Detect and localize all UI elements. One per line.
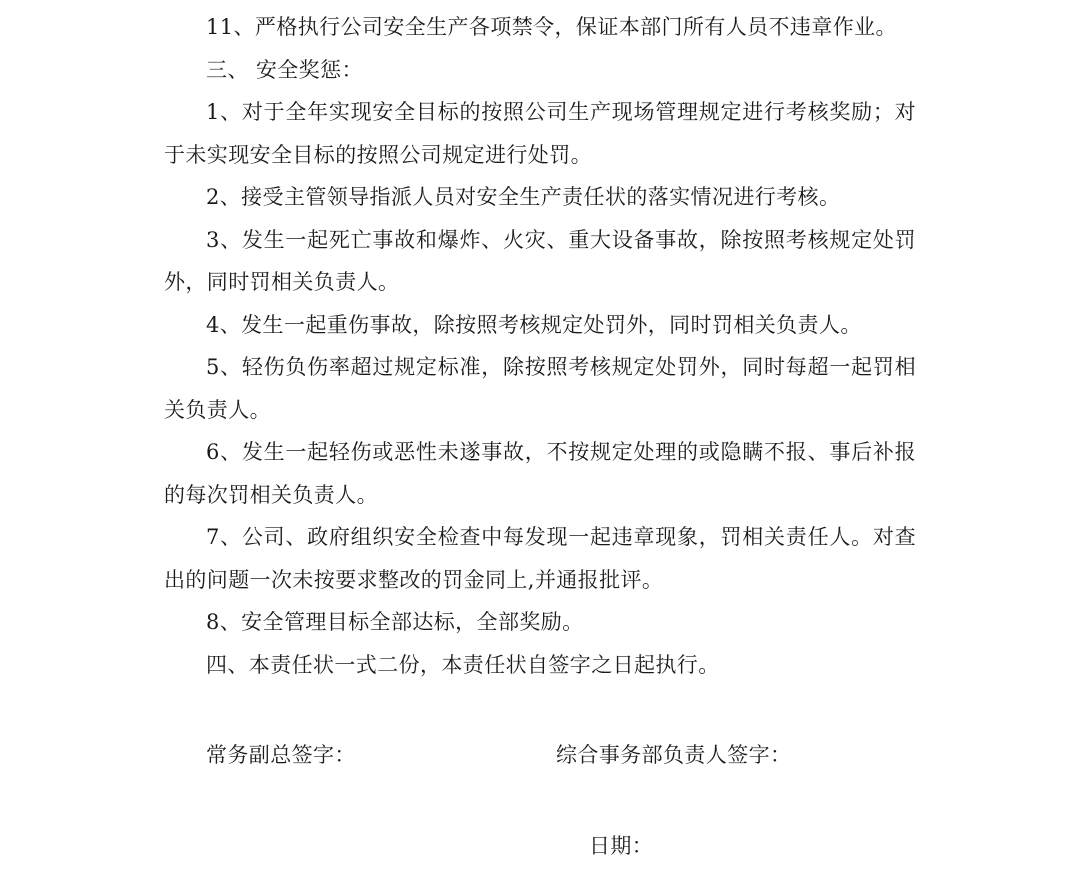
paragraph-item-11-prohibitions: 11、严格执行公司安全生产各项禁令，保证本部门所有人员不违章作业。	[206, 15, 897, 39]
document-body	[164, 6, 916, 686]
section-heading-rewards-penalties: 三、 安全奖惩：	[206, 57, 363, 82]
signature-label-dept-head: 综合事务部负责人签字：	[556, 743, 792, 767]
paragraph-item-6: 6、发生一起轻伤或恶性未遂事故，不按规定处理的或隐瞒不报、事后补报的每次罚相关负责人。	[164, 440, 916, 507]
section-heading-copies-execution: 四、本责任状一式二份，本责任状自签字之日起执行。	[206, 652, 720, 677]
paragraph-item-1: 1、对于全年实现安全目标的按照公司生产现场管理规定进行考核奖励；对于未实现安全目标的按照公司规定进行处罚。	[164, 100, 916, 167]
paragraph-item-2: 2、接受主管领导指派人员对安全生产责任状的落实情况进行考核。	[206, 185, 841, 209]
paragraph-item-5: 5、轻伤负伤率超过规定标准，除按照考核规定处罚外，同时每超一起罚相关负责人。	[164, 355, 916, 422]
paragraph-item-8: 8、安全管理目标全部达标，全部奖励。	[206, 610, 584, 634]
paragraph-item-7: 7、公司、政府组织安全检查中每发现一起违章现象，罚相关责任人。对查出的问题一次未按要求整改的罚金同上,并通报批评。	[164, 525, 916, 592]
paragraph-item-4: 4、发生一起重伤事故，除按照考核规定处罚外，同时罚相关负责人。	[206, 312, 862, 337]
date-label: 日期：	[589, 834, 654, 858]
paragraph-item-3: 3、发生一起死亡事故和爆炸、火灾、重大设备事故，除按照考核规定处罚外，同时罚相关负责人。	[164, 227, 916, 294]
signature-label-deputy-gm: 常务副总签字：	[206, 743, 356, 767]
